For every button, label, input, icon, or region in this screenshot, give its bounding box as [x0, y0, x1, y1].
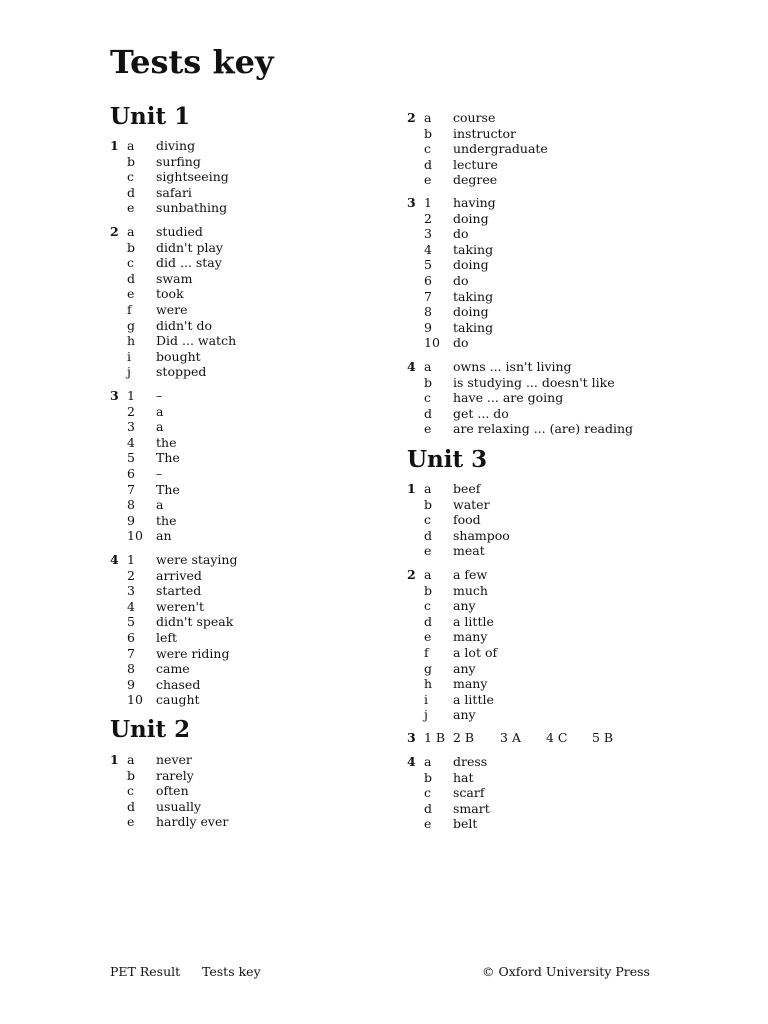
answer-text: the: [156, 434, 177, 450]
exercise: [407, 567, 707, 723]
answer-text: a little: [453, 691, 494, 707]
answer-text: took: [156, 286, 184, 302]
item-label: g: [127, 317, 136, 333]
answer-row: [110, 333, 410, 349]
item-label: 9: [424, 319, 432, 335]
answer-row: [110, 302, 410, 318]
answer-text: smart: [453, 800, 490, 816]
footer-publisher: © Oxford University Press: [482, 964, 650, 979]
unit-heading: Unit 2: [110, 716, 191, 743]
answer-row: [407, 801, 707, 817]
answer-row: [110, 661, 410, 677]
item-label: b: [424, 374, 433, 390]
item-label: 2: [127, 403, 135, 419]
answer-row: [407, 242, 707, 258]
exercise: [110, 138, 410, 216]
answer-text: hardly ever: [156, 814, 229, 830]
item-label: 8: [127, 497, 135, 513]
item-label: e: [127, 200, 135, 216]
item-label: d: [424, 156, 433, 172]
answer-row: [110, 552, 410, 568]
answer-text: swam: [156, 270, 193, 286]
answer-text: Did ... watch: [156, 333, 237, 349]
answer-text: left: [156, 629, 178, 645]
item-label: e: [127, 814, 135, 830]
answer-row: [407, 195, 707, 211]
item-label: b: [424, 125, 433, 141]
item-label: 8: [424, 304, 432, 320]
exercise: [407, 359, 707, 437]
item-label: e: [424, 421, 432, 437]
answer-text: the: [156, 512, 177, 528]
answer-text: sunbathing: [156, 200, 228, 216]
item-label: e: [424, 816, 432, 832]
answer-row: [110, 435, 410, 451]
answer-row: [407, 512, 707, 528]
exercise: [407, 754, 707, 832]
answer-row: [110, 286, 410, 302]
answer-text: taking: [453, 288, 494, 304]
item-label: 9: [127, 676, 135, 692]
exercise: [407, 110, 707, 188]
answer-text: do: [453, 335, 469, 351]
answer-row: [110, 404, 410, 420]
item-label: d: [127, 184, 136, 200]
answer-text: shampoo: [453, 527, 510, 543]
answer-row: [407, 141, 707, 157]
answer-text: do: [453, 272, 469, 288]
answer-text: started: [156, 583, 202, 599]
exercise-number: 3: [407, 730, 416, 745]
answer-row: [407, 304, 707, 320]
answer-row: [407, 335, 707, 351]
answer-row: [110, 138, 410, 154]
answer-row: [407, 692, 707, 708]
item-label: 6: [127, 629, 135, 645]
item-label: e: [424, 172, 432, 188]
answer-text: chased: [156, 676, 201, 692]
answer-text: doing: [453, 257, 489, 273]
answer-text: weren't: [156, 598, 204, 614]
answer-text: a: [156, 419, 164, 435]
item-label: a: [424, 481, 432, 496]
answer-row: [110, 599, 410, 615]
item-label: 1: [424, 195, 432, 210]
answer-row: [110, 364, 410, 380]
exercise-number: 2: [110, 224, 119, 239]
answer-text: get ... do: [453, 405, 509, 421]
answer-row: [110, 240, 410, 256]
answer-text: a lot of: [453, 644, 498, 660]
answer-text: were riding: [156, 645, 230, 661]
answer-row: [407, 110, 707, 126]
answer-row: [110, 154, 410, 170]
answer-text: didn't speak: [156, 614, 234, 630]
exercise-number: 1: [110, 138, 119, 153]
answer-row: [110, 200, 410, 216]
unit-heading: Unit 3: [407, 446, 488, 473]
item-label: a: [127, 224, 135, 239]
answer-text: caught: [156, 692, 200, 708]
answer-text: much: [453, 582, 488, 598]
item-label: b: [127, 153, 136, 169]
answer-text: didn't play: [156, 239, 223, 255]
item-label: 6: [424, 272, 432, 288]
item-label: 2: [127, 567, 135, 583]
answer-text: The: [156, 481, 180, 497]
answer-row: [407, 211, 707, 227]
answer-row: [407, 273, 707, 289]
answer-row: [407, 126, 707, 142]
item-label: c: [424, 598, 432, 614]
item-label: c: [424, 512, 432, 528]
item-label: 7: [127, 481, 135, 497]
answer-row: [110, 388, 410, 404]
answer-text: stopped: [156, 364, 207, 380]
answer-text: arrived: [156, 567, 202, 583]
answer-row: [110, 271, 410, 287]
item-label: e: [424, 629, 432, 645]
answer-text: beef: [453, 481, 481, 496]
answer-row: [407, 226, 707, 242]
answer-row: [110, 185, 410, 201]
exercise-number: 3: [110, 388, 119, 403]
answer-row: [407, 375, 707, 391]
item-label: d: [127, 270, 136, 286]
answer-text: an: [156, 528, 172, 544]
answer-text: many: [453, 676, 488, 692]
answer-text: course: [453, 110, 496, 125]
answer-row: [110, 255, 410, 271]
item-label: d: [424, 613, 433, 629]
item-label: a: [424, 754, 432, 769]
exercise-number: 2: [407, 567, 416, 582]
answer-text: doing: [453, 304, 489, 320]
item-label: j: [127, 364, 131, 380]
item-label: a: [424, 359, 432, 374]
item-label: 7: [424, 288, 432, 304]
item-label: f: [424, 644, 429, 660]
answer-text: bought: [156, 348, 201, 364]
answer-text: a few: [453, 567, 488, 582]
answer-text: a: [156, 403, 164, 419]
answer-text: belt: [453, 816, 478, 832]
item-label: 6: [127, 465, 135, 481]
answer-text: rarely: [156, 767, 194, 783]
answer-row: [407, 543, 707, 559]
answer-text: undergraduate: [453, 141, 548, 157]
item-label: 4: [424, 241, 432, 257]
exercise: [110, 388, 410, 544]
answer-text: 2 B: [453, 730, 475, 745]
answer-text: food: [453, 512, 481, 528]
item-label: 10: [127, 528, 143, 544]
answer-text: diving: [156, 138, 196, 153]
answer-row: [407, 320, 707, 336]
item-label: a: [127, 138, 135, 153]
answer-text: safari: [156, 184, 192, 200]
answer-row: [110, 450, 410, 466]
answer-row: [110, 466, 410, 482]
item-label: e: [127, 286, 135, 302]
answer-text: have ... are going: [453, 390, 564, 406]
answer-row: [407, 661, 707, 677]
answer-row: [110, 349, 410, 365]
answer-text: having: [453, 195, 496, 210]
answer-row: [110, 677, 410, 693]
answer-row: [110, 497, 410, 513]
item-label: b: [127, 767, 136, 783]
item-label: h: [127, 333, 136, 349]
item-label: d: [424, 800, 433, 816]
item-label: 4: [127, 598, 135, 614]
answer-row: [407, 754, 707, 770]
answer-row: [407, 629, 707, 645]
answer-row: [110, 614, 410, 630]
exercise-number: 1: [407, 481, 416, 496]
answer-text: scarf: [453, 785, 485, 801]
item-label: 4: [127, 434, 135, 450]
item-label: a: [424, 110, 432, 125]
item-label: d: [424, 405, 433, 421]
item-label: 2: [424, 210, 432, 226]
item-label: i: [127, 348, 131, 364]
answer-row: [407, 645, 707, 661]
answer-row: [110, 224, 410, 240]
answer-text: were: [156, 301, 188, 317]
answer-text: did ... stay: [156, 255, 222, 271]
answer-text: studied: [156, 224, 203, 239]
answer-row: [407, 257, 707, 273]
item-label: a: [127, 752, 135, 767]
answer-text: 3 A: [500, 730, 521, 745]
item-label: b: [424, 769, 433, 785]
answer-text: were staying: [156, 552, 238, 567]
item-label: 9: [127, 512, 135, 528]
item-label: a: [424, 567, 432, 582]
item-label: 7: [127, 645, 135, 661]
answer-text: came: [156, 661, 190, 677]
answer-text: degree: [453, 172, 498, 188]
answer-row: [407, 598, 707, 614]
exercise-number: 3: [407, 195, 416, 210]
answer-text: taking: [453, 319, 494, 335]
answer-row: [407, 614, 707, 630]
item-label: b: [127, 239, 136, 255]
answer-row: [407, 390, 707, 406]
exercise-number: 2: [407, 110, 416, 125]
exercise-number: 4: [407, 754, 416, 769]
answer-row: [407, 785, 707, 801]
answer-row: [110, 646, 410, 662]
answer-row: [407, 730, 707, 746]
answer-text: didn't do: [156, 317, 213, 333]
item-label: c: [127, 255, 135, 271]
answer-row: [110, 799, 410, 815]
item-label: e: [424, 543, 432, 559]
answer-text: any: [453, 660, 476, 676]
answer-text: lecture: [453, 156, 498, 172]
item-label: c: [127, 169, 135, 185]
answer-row: [110, 482, 410, 498]
item-label: 8: [127, 661, 135, 677]
exercise: [407, 481, 707, 559]
answer-text: any: [453, 598, 476, 614]
page-title: Tests key: [110, 43, 274, 81]
answer-text: 4 C: [546, 730, 568, 745]
answer-row: [110, 752, 410, 768]
item-label: b: [424, 582, 433, 598]
item-label: b: [424, 496, 433, 512]
answer-text: 1 B: [424, 730, 446, 745]
answer-row: [110, 583, 410, 599]
answer-row: [407, 481, 707, 497]
answer-row: [407, 172, 707, 188]
answer-text: –: [156, 388, 163, 403]
answer-row: [407, 676, 707, 692]
answer-row: [110, 568, 410, 584]
answer-text: sightseeing: [156, 169, 229, 185]
answer-text: 5 B: [592, 730, 614, 745]
item-label: 3: [424, 226, 432, 242]
item-label: 1: [127, 388, 135, 403]
exercise-number: 4: [110, 552, 119, 567]
item-label: f: [127, 301, 132, 317]
footer-book: PET Result: [110, 964, 181, 979]
answer-row: [110, 814, 410, 830]
item-label: 5: [127, 614, 135, 630]
answer-row: [407, 707, 707, 723]
item-label: 5: [424, 257, 432, 273]
item-label: g: [424, 660, 433, 676]
item-label: c: [424, 785, 432, 801]
answer-text: dress: [453, 754, 488, 769]
answer-text: The: [156, 450, 180, 466]
answer-text: –: [156, 465, 163, 481]
answer-text: any: [453, 707, 476, 723]
item-label: j: [424, 707, 428, 723]
answer-text: instructor: [453, 125, 517, 141]
item-label: 3: [127, 419, 135, 435]
exercise-number: 4: [407, 359, 416, 374]
item-label: 5: [127, 450, 135, 466]
answer-text: surfing: [156, 153, 201, 169]
item-label: 10: [127, 692, 143, 708]
unit-heading: Unit 1: [110, 103, 191, 130]
answer-row: [110, 169, 410, 185]
answer-text: hat: [453, 769, 474, 785]
item-label: h: [424, 676, 433, 692]
answer-row: [110, 528, 410, 544]
exercise-number: 1: [110, 752, 119, 767]
exercise: [110, 224, 410, 380]
answer-text: never: [156, 752, 192, 767]
answer-text: owns ... isn't living: [453, 359, 572, 374]
answer-row: [110, 513, 410, 529]
answer-row: [110, 419, 410, 435]
item-label: i: [424, 691, 428, 707]
answer-row: [110, 783, 410, 799]
exercise: [110, 552, 410, 708]
answer-text: doing: [453, 210, 489, 226]
answer-row: [407, 497, 707, 513]
answer-row: [110, 318, 410, 334]
answer-row: [407, 583, 707, 599]
item-label: d: [127, 798, 136, 814]
answer-row: [407, 421, 707, 437]
answer-text: a little: [453, 613, 494, 629]
answer-text: taking: [453, 241, 494, 257]
answer-row: [110, 768, 410, 784]
answer-row: [407, 289, 707, 305]
exercise: [110, 752, 410, 830]
answer-row: [407, 816, 707, 832]
answer-row: [407, 157, 707, 173]
item-label: c: [424, 141, 432, 157]
item-label: d: [424, 527, 433, 543]
item-label: c: [424, 390, 432, 406]
answer-row: [407, 406, 707, 422]
answer-text: a: [156, 497, 164, 513]
answer-text: do: [453, 226, 469, 242]
answer-row: [407, 770, 707, 786]
item-label: 10: [424, 335, 440, 351]
answer-text: often: [156, 783, 189, 799]
footer-section: Tests key: [202, 964, 261, 979]
answer-text: water: [453, 496, 490, 512]
answer-text: are relaxing ... (are) reading: [453, 421, 634, 437]
answer-row: [407, 359, 707, 375]
item-label: c: [127, 783, 135, 799]
answer-text: usually: [156, 798, 202, 814]
answer-row: [110, 692, 410, 708]
answer-text: meat: [453, 543, 485, 559]
item-label: 1: [127, 552, 135, 567]
item-label: 3: [127, 583, 135, 599]
answer-text: many: [453, 629, 488, 645]
answer-row: [407, 567, 707, 583]
exercise: [407, 195, 707, 351]
answer-text: is studying ... doesn't like: [453, 374, 615, 390]
answer-row: [110, 630, 410, 646]
exercise: [407, 730, 707, 746]
answer-row: [407, 528, 707, 544]
